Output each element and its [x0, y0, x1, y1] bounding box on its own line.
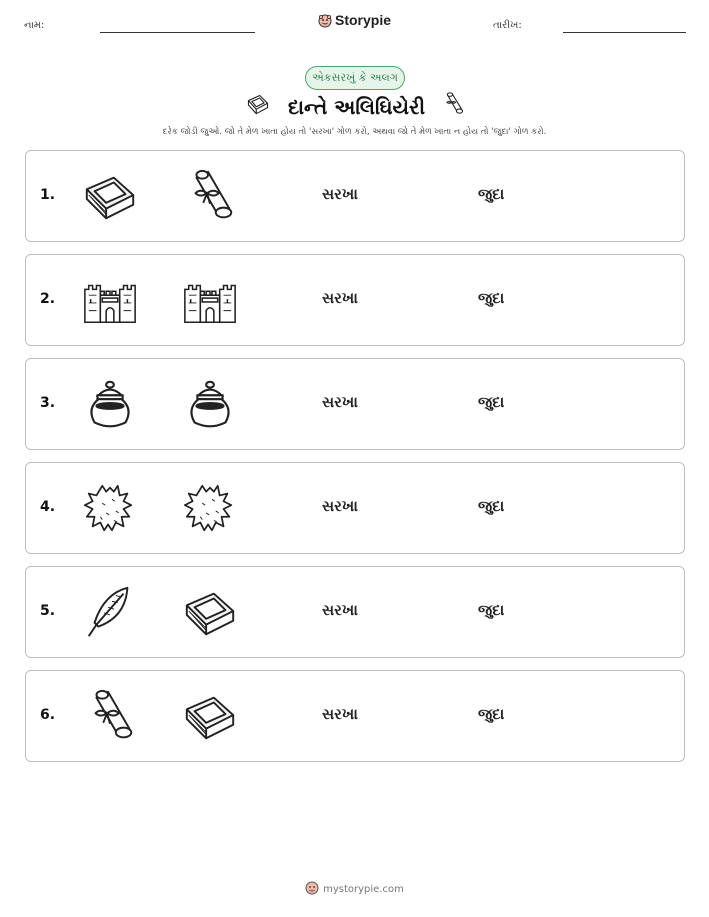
brand-name: Storypie: [334, 12, 391, 28]
castle-icon: [181, 272, 239, 330]
footer-url[interactable]: mystorypie.com: [323, 884, 404, 895]
question-number: 2.: [40, 291, 56, 307]
question-card: [25, 358, 685, 450]
option-same[interactable]: સરખા: [322, 393, 358, 411]
date-line[interactable]: [563, 32, 686, 33]
option-different[interactable]: જુદા: [478, 601, 505, 619]
hide-icon: [181, 480, 239, 538]
name-line[interactable]: [100, 32, 255, 33]
jar-icon: [181, 376, 239, 434]
option-same[interactable]: સરખા: [322, 497, 358, 515]
scroll-icon: [440, 90, 466, 124]
question-card: [25, 462, 685, 554]
question-number: 6.: [40, 707, 56, 723]
question-number: 5.: [40, 603, 56, 619]
option-different[interactable]: જુદા: [478, 705, 505, 723]
option-same[interactable]: સરખા: [322, 289, 358, 307]
activity-badge: એકસરખું કે અલગ: [305, 66, 405, 90]
scroll-icon: [81, 688, 139, 746]
name-label: નામ:: [24, 20, 45, 31]
question-number: 4.: [40, 499, 56, 515]
book-icon: [81, 168, 139, 226]
storypie-logo-icon: [318, 14, 332, 31]
brand: [0, 12, 709, 31]
question-card: [25, 670, 685, 762]
hide-icon: [81, 480, 139, 538]
quill-icon: [81, 584, 139, 642]
date-label: તારીખ:: [493, 20, 522, 31]
castle-icon: [81, 272, 139, 330]
question-card: [25, 254, 685, 346]
question-number: 1.: [40, 187, 56, 203]
jar-icon: [81, 376, 139, 434]
option-same[interactable]: સરખા: [322, 185, 358, 203]
question-card: [25, 566, 685, 658]
option-same[interactable]: સરખા: [322, 705, 358, 723]
book-icon: [243, 92, 273, 122]
option-different[interactable]: જુદા: [478, 497, 505, 515]
question-number: 3.: [40, 395, 56, 411]
scroll-icon: [181, 168, 239, 226]
title-row: [0, 90, 709, 124]
option-different[interactable]: જુદા: [478, 289, 505, 307]
book-icon: [181, 688, 239, 746]
page-title: દાન્તે અલિઘિયેરી: [287, 95, 426, 119]
book-icon: [181, 584, 239, 642]
storypie-logo-icon: [305, 881, 319, 898]
footer: [0, 881, 709, 898]
question-card: [25, 150, 685, 242]
option-different[interactable]: જુદા: [478, 185, 505, 203]
instructions: દરેક જોડી જુઓ. જો તે મેળ ખાતા હોય તો 'સરખા' ગોળ કરો, અથવા જો તે મેળ ખાતા ન હોય તો 'જુદા' ગોળ કરો.: [162, 127, 547, 137]
option-different[interactable]: જુદા: [478, 393, 505, 411]
option-same[interactable]: સરખા: [322, 601, 358, 619]
